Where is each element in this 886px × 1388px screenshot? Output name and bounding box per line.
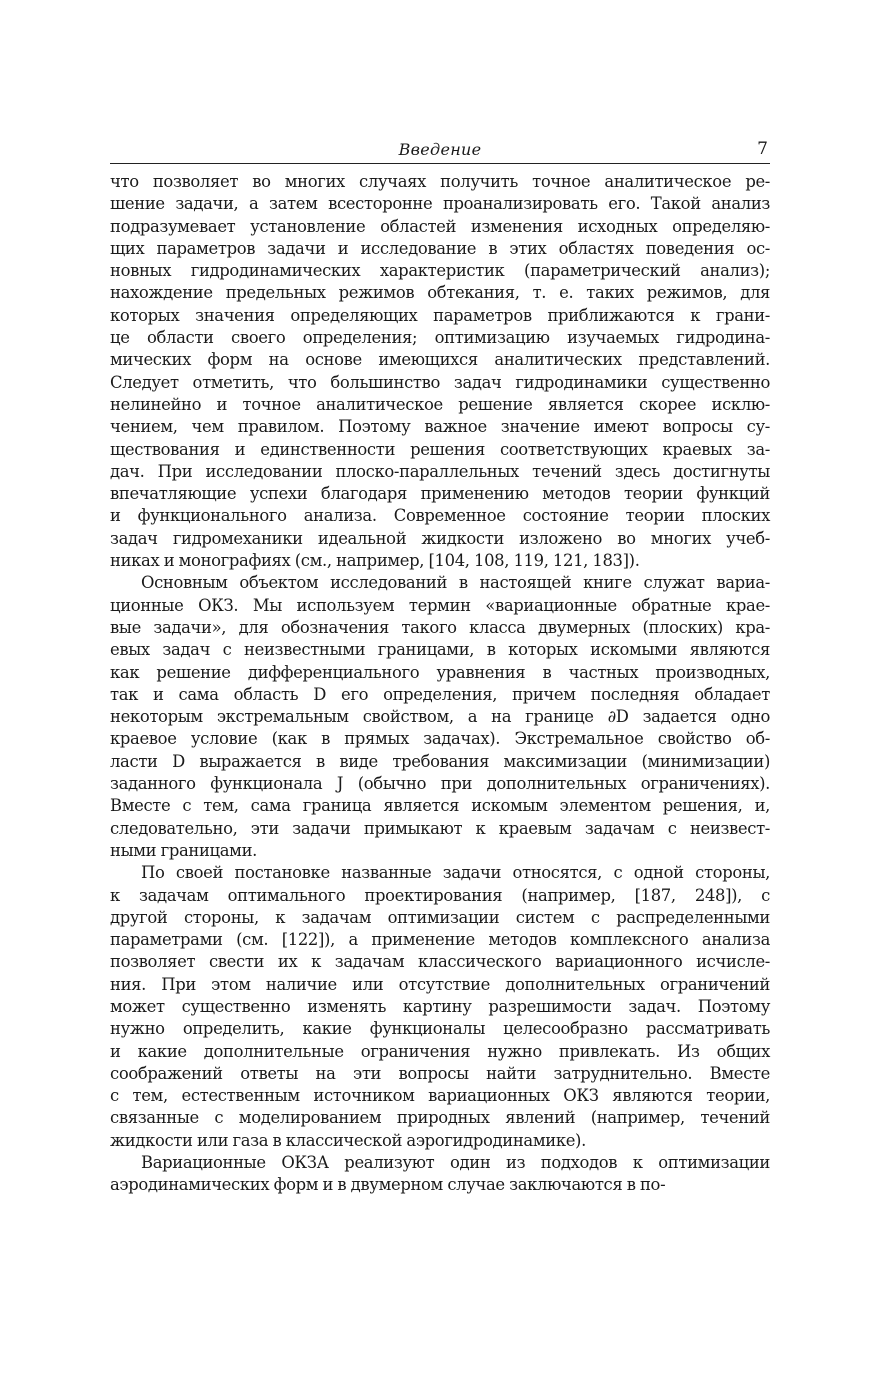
text-line: щих параметров задачи и исследование в этих областях поведения ос- bbox=[110, 238, 770, 258]
text-line: ществования и единственности решения соответствующих краевых за- bbox=[110, 439, 770, 459]
text-line: впечатляющие успехи благодаря применению методов теории функций bbox=[110, 484, 770, 504]
text-line: нахождение предельных режимов обтекания, т. е. таких режимов, для bbox=[110, 283, 770, 303]
text-line: краевое условие (как в прямых задачах). Экстремальное свойство об- bbox=[110, 729, 770, 749]
text-line: Следует отметить, что большинство задач гидродинамики существенно bbox=[110, 372, 770, 392]
text-line: позволяет свести их к задачам классического вариационного исчисле- bbox=[110, 952, 770, 972]
text-line: никах и монографиях (см., например, [104, 108, 119, 121, 183]). bbox=[110, 551, 640, 571]
text-line: ционные ОКЗ. Мы используем термин «вариационные обратные крае- bbox=[110, 595, 770, 615]
paragraph bbox=[110, 862, 770, 1152]
paragraph bbox=[110, 171, 770, 572]
text-line: к задачам оптимального проектирования (например, [187, 248]), с bbox=[110, 885, 770, 905]
text-line: с тем, естественным источником вариационных ОКЗ являются теории, bbox=[110, 1086, 770, 1106]
text-line: которых значения определяющих параметров приближаются к грани- bbox=[110, 305, 770, 325]
text-line: ными границами. bbox=[110, 840, 257, 860]
text-line: евых задач с неизвестными границами, в которых искомыми являются bbox=[110, 640, 770, 660]
body-text bbox=[110, 171, 770, 1197]
text-line: нужно определить, какие функционалы целесообразно рассматривать bbox=[110, 1019, 770, 1039]
text-line: связанные с моделированием природных явлений (например, течений bbox=[110, 1108, 770, 1128]
text-line: ласти D выражается в виде требования максимизации (минимизации) bbox=[110, 751, 770, 771]
book-page bbox=[110, 136, 770, 1197]
text-line: так и сама область D его определения, причем последняя обладает bbox=[110, 684, 770, 704]
text-line: Основным объектом исследований в настоящей книге служат вариа- bbox=[141, 573, 770, 593]
text-line: аэродинамических форм и в двумерном случае заключаются в по- bbox=[110, 1175, 666, 1195]
text-line: как решение дифференциального уравнения в частных производных, bbox=[110, 662, 770, 682]
paragraph bbox=[110, 572, 770, 862]
text-line: Вариационные ОКЗА реализуют один из подходов к оптимизации bbox=[141, 1153, 770, 1173]
page-number: 7 bbox=[757, 139, 768, 159]
text-line: шение задачи, а затем всесторонне проанализировать его. Такой анализ bbox=[110, 194, 770, 214]
text-line: вые задачи», для обозначения такого класса двумерных (плоских) кра- bbox=[110, 617, 770, 637]
text-line: мических форм на основе имеющихся аналитических представлений. bbox=[110, 350, 770, 370]
text-line: новных гидродинамических характеристик (параметрический анализ); bbox=[110, 261, 770, 281]
text-line: Вместе с тем, сама граница является искомым элементом решения, и, bbox=[110, 796, 770, 816]
text-line: це области своего определения; оптимизацию изучаемых гидродина- bbox=[110, 328, 770, 348]
text-line: нелинейно и точное аналитическое решение является скорее исклю- bbox=[110, 394, 770, 414]
text-line: параметрами (см. [122]), а применение методов комплексного анализа bbox=[110, 930, 770, 950]
paragraph bbox=[110, 1152, 770, 1197]
text-line: другой стороны, к задачам оптимизации систем с распределенными bbox=[110, 907, 770, 927]
text-line: подразумевает установление областей изменения исходных определяю- bbox=[110, 216, 770, 236]
text-line: и функционального анализа. Современное состояние теории плоских bbox=[110, 506, 770, 526]
text-line: может существенно изменять картину разрешимости задач. Поэтому bbox=[110, 996, 770, 1016]
text-line: жидкости или газа в классической аэрогидродинамике). bbox=[110, 1130, 586, 1150]
text-line: соображений ответы на эти вопросы найти затруднительно. Вместе bbox=[110, 1063, 770, 1083]
text-line: некоторым экстремальным свойством, а на границе ∂D задается одно bbox=[110, 707, 770, 727]
text-line: задач гидромеханики идеальной жидкости изложено во многих учеб- bbox=[110, 528, 770, 548]
text-line: заданного функционала J (обычно при дополнительных ограничениях). bbox=[110, 774, 770, 794]
text-line: дач. При исследовании плоско-параллельных течений здесь достигнуты bbox=[110, 461, 770, 481]
text-line: следовательно, эти задачи примыкают к краевым задачам с неизвест- bbox=[110, 818, 770, 838]
text-line: что позволяет во многих случаях получить точное аналитическое ре- bbox=[110, 172, 770, 191]
text-line: чением, чем правилом. Поэтому важное значение имеют вопросы су- bbox=[110, 417, 770, 437]
text-line: и какие дополнительные ограничения нужно привлекать. Из общих bbox=[110, 1041, 770, 1061]
running-title: Введение bbox=[398, 140, 482, 159]
text-line: ния. При этом наличие или отсутствие дополнительных ограничений bbox=[110, 974, 770, 994]
running-header bbox=[110, 136, 770, 164]
text-line: По своей постановке названные задачи относятся, с одной стороны, bbox=[141, 863, 770, 883]
